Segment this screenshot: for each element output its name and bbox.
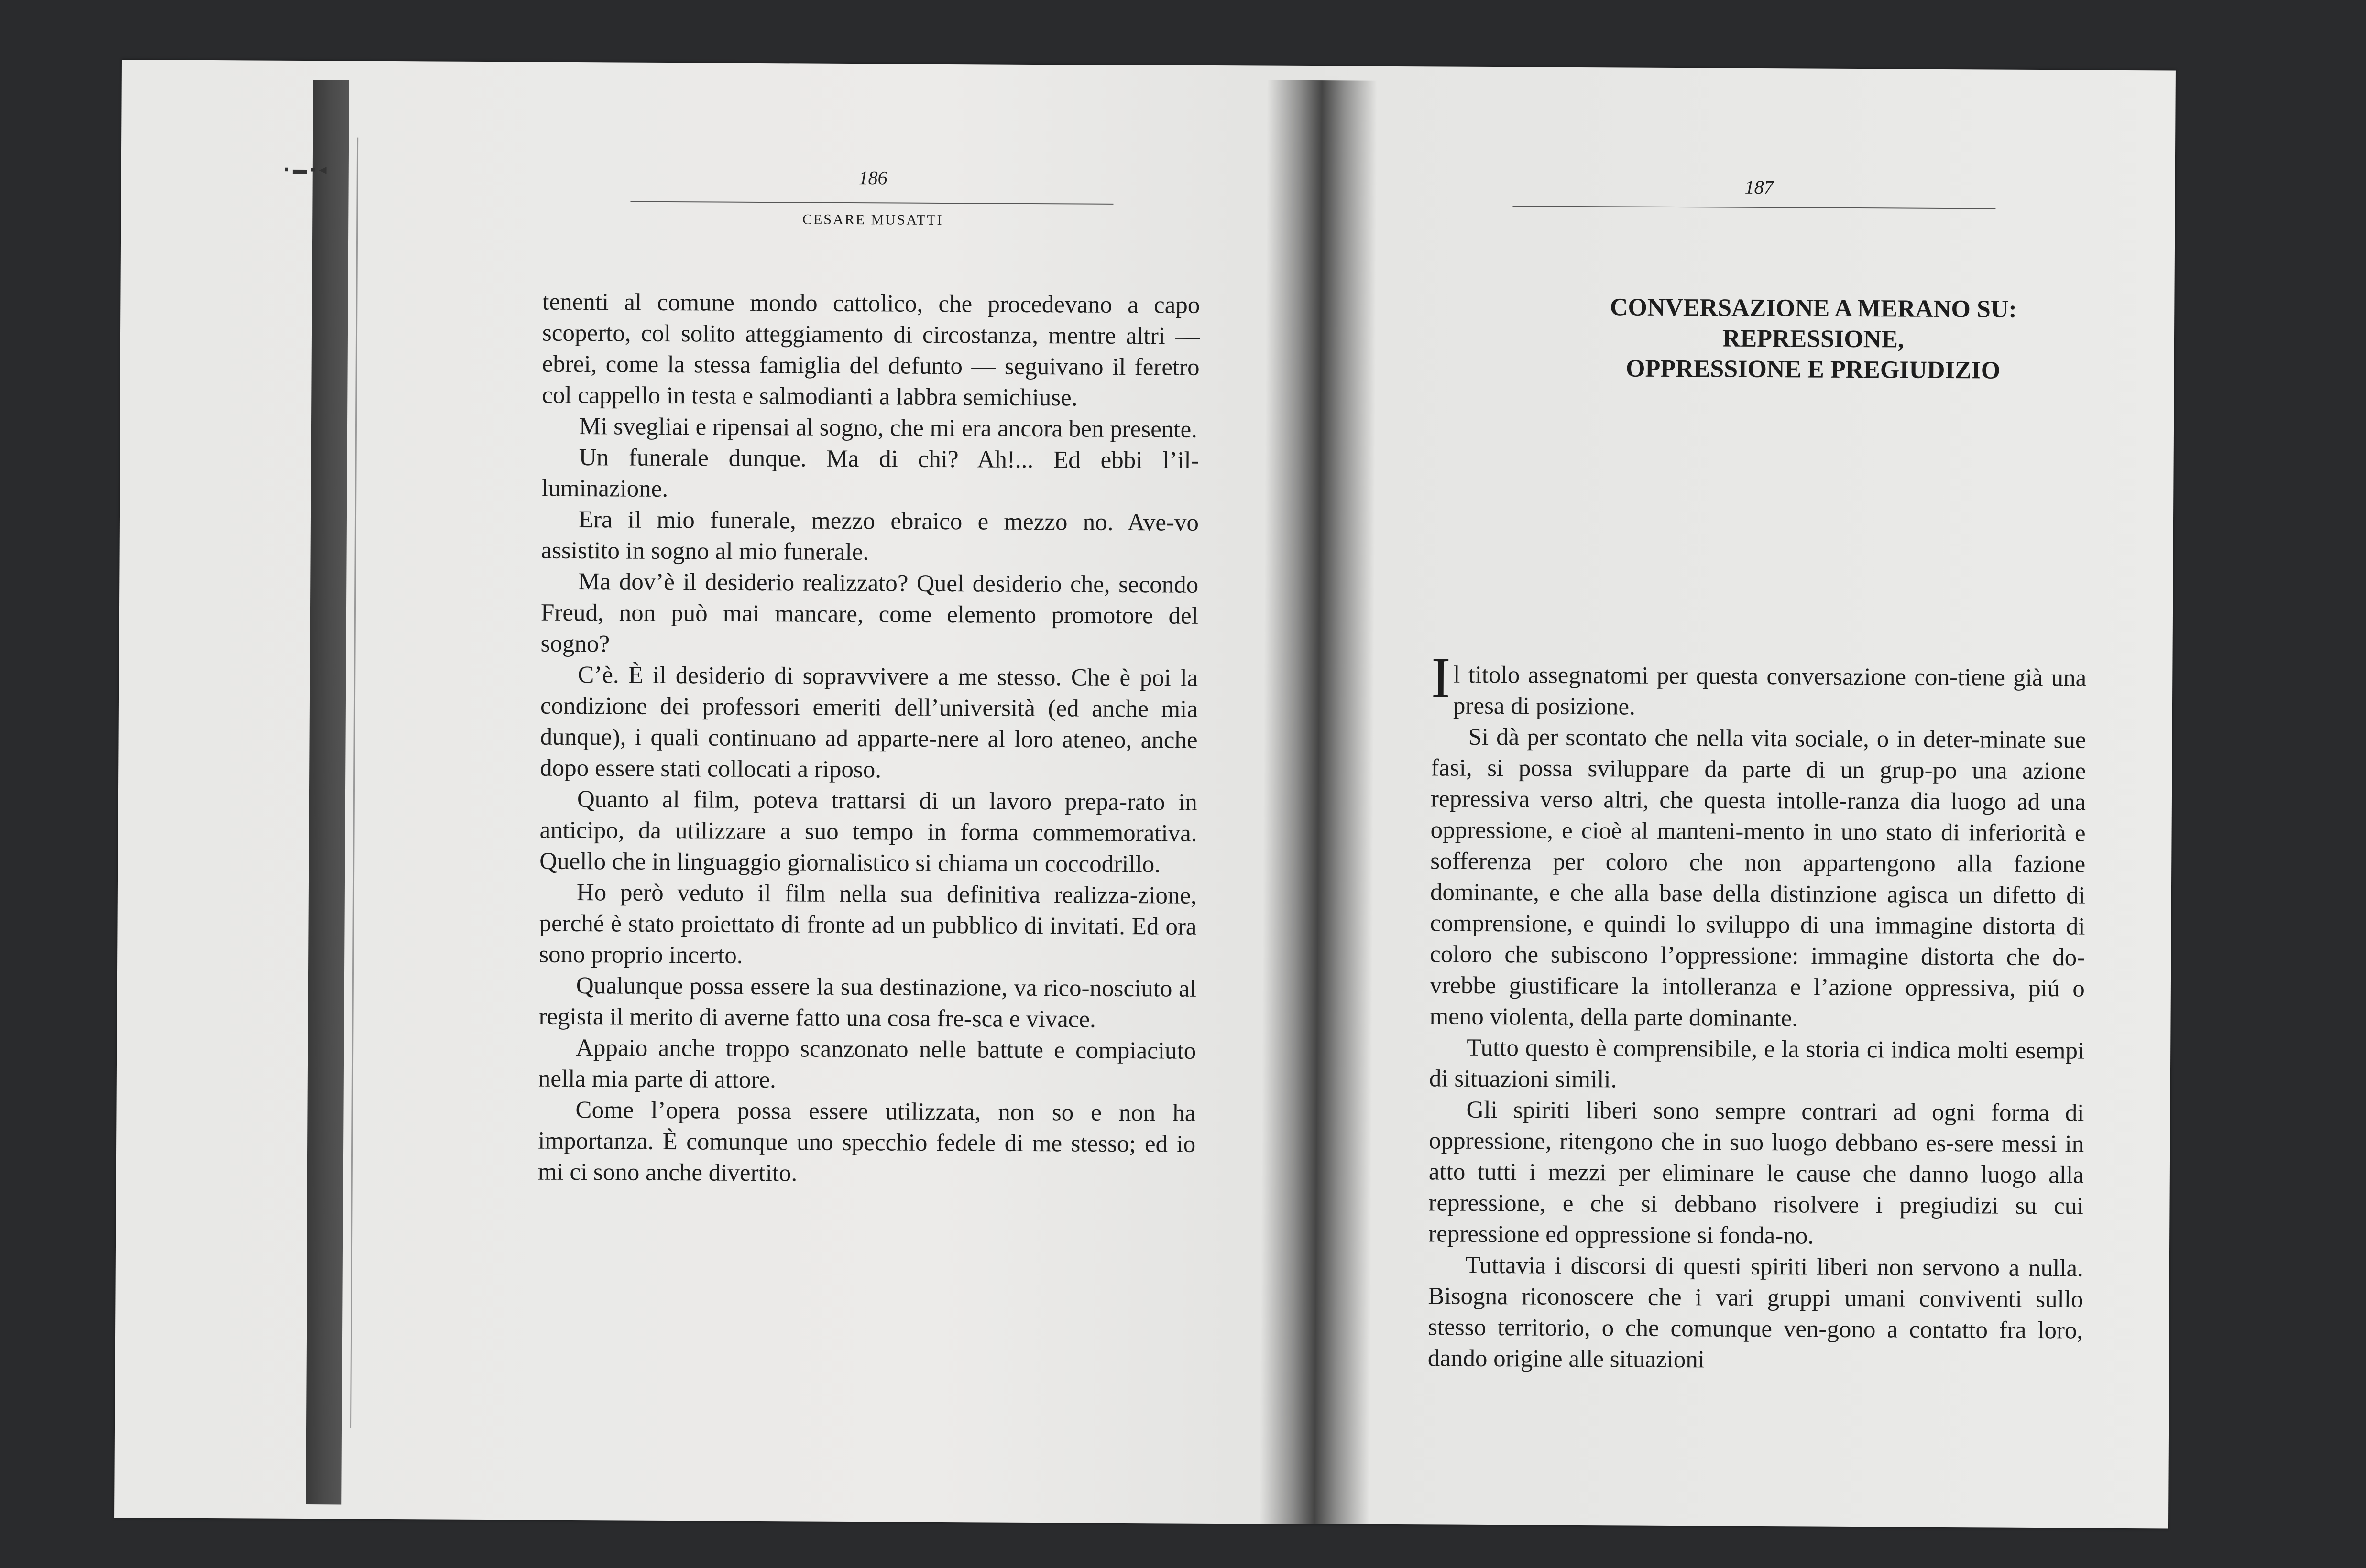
chapter-title-line: CONVERSAZIONE A MERANO SU: [1610, 294, 2017, 323]
paragraph: Come l’opera possa essere utilizzata, non so e non ha importanza. È comunque uno specchio fedele di me stesso; ed io mi ci sono anche divertito. [537, 1096, 1196, 1187]
paragraph: Qualunque possa essere la sua destinazione, va rico-nosciuto al regista il merito di averne fatto una cosa fre-sca e vivace. [538, 972, 1196, 1033]
drop-cap: I [1431, 645, 1451, 709]
scan-edge-shadow [306, 80, 349, 1504]
left-header-rule [630, 201, 1113, 205]
paragraph: Tuttavia i discorsi di questi spiriti liberi non servono a nulla. Bisogna riconoscere che i vari gruppi umani conviventi sullo stesso territorio, o che comunque ven-gono a contatto fra loro, dando origine alle situazioni [1427, 1252, 2083, 1373]
scan-edge-line [350, 138, 358, 1428]
scan-specks: ▪ ▬ ▪ ◂ [284, 161, 327, 178]
book-gutter-shadow [1260, 80, 1377, 1524]
chapter-title [1488, 292, 2138, 387]
chapter-title-line: REPRESSIONE, [1722, 325, 1905, 353]
paragraph [1431, 645, 2087, 725]
paragraph: Si dà per scontato che nella vita sociale, o in deter-minate sue fasi, si possa sviluppare da parte di un grup-po una azione repressiva verso altri, che questa intolle-ranza dia luogo ad una oppressione, e cioè al manteni-mento in uno stato di inferiorità e sofferenza per coloro che non appartengono alla fazione dominante, e che alla base della distinzione agisca un difetto di comprensione, e quindi lo sviluppo di una immagine distorta di coloro che subiscono l’oppressione: immagine distorta che do-vrebbe giustificare la intolleranza e l’azione oppressiva, piú o meno violenta, della parte dominante. [1429, 723, 2086, 1032]
left-running-header: CESARE MUSATTI [802, 211, 943, 228]
photocopied-book-spread [114, 60, 2176, 1528]
paragraph: Quanto al film, poteva trattarsi di un lavoro prepa-rato in anticipo, da utilizzare a suo tempo in forma commemorativa. Quello che in linguaggio giornalistico si chiama un coccodrillo. [539, 786, 1198, 878]
paragraph: tenenti al comune mondo cattolico, che procedevano a capo scoperto, col solito atteggiamento di circostanza, mentre altri — ebrei, come la stessa famiglia del defunto — seguivano il feretro col cappello in testa e salmodianti a labbra semichiuse. [542, 288, 1200, 412]
left-page-text [538, 287, 1200, 1191]
paragraph: Ma dov’è il desiderio realizzato? Quel desiderio che, secondo Freud, non può mai mancare, come elemento promotore del sogno? [540, 568, 1199, 658]
paragraph: Tutto questo è comprensibile, e la storia ci indica molti esempi di situazioni simili. [1429, 1034, 2085, 1093]
paragraph-text: l titolo assegnatomi per questa conversazione con-tiene già una presa di posizione. [1453, 661, 2087, 720]
paragraph: Era il mio funerale, mezzo ebraico e mezzo no. Ave-vo assistito in sogno al mio funerale. [541, 506, 1199, 566]
left-page-number: 186 [858, 167, 887, 189]
chapter-title-line: OPPRESSIONE E PREGIUDIZIO [1625, 355, 2001, 384]
right-header-rule [1512, 206, 1995, 209]
paragraph: Mi svegliai e ripensai al sogno, che mi era ancora ben presente. [579, 413, 1198, 443]
right-page-number: 187 [1744, 176, 1774, 198]
paragraph: Appaio anche troppo scanzonato nelle battute e compiaciuto nella mia parte di attore. [538, 1034, 1196, 1094]
paragraph: Ho però veduto il film nella sua definitiva realizza-zione, perché è stato proiettato di fronte ad un pubblico di invitati. Ed ora sono proprio incerto. [539, 879, 1197, 969]
right-page-text [1427, 645, 2087, 1377]
paragraph: C’è. È il desiderio di sopravvivere a me stesso. Che è poi la condizione dei professori emeriti dell’università (ed anche mia dunque), i quali continuano ad apparte-nere al loro ateneo, anche dopo essere stati collocati a riposo. [540, 662, 1198, 784]
paragraph: Un funerale dunque. Ma di chi? Ah!... Ed ebbi l’il-luminazione. [541, 444, 1199, 502]
paragraph: Gli spiriti liberi sono sempre contrari ad ogni forma di oppressione, ritengono che in suo luogo debbano es-sere messi in atto tutti i mezzi per eliminare le cause che danno luogo alla repressione, e che si debbano risolvere i pregiudizi su cui repressione ed oppressione si fonda-no. [1428, 1096, 2084, 1250]
